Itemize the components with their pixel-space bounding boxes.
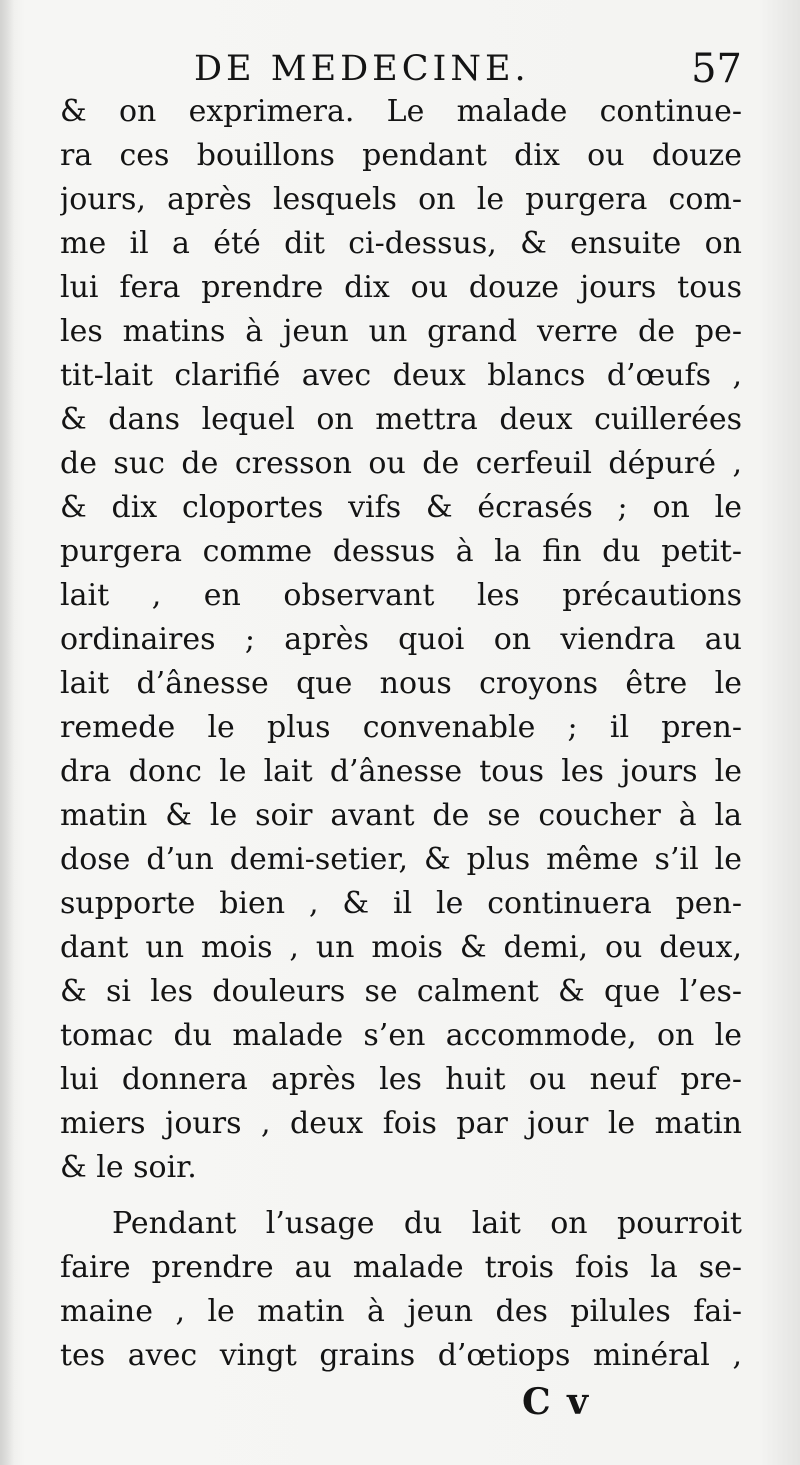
text-line: & le soir. bbox=[60, 1150, 197, 1185]
page-gutter-shadow bbox=[0, 0, 14, 1465]
text-line: lait d’ânesse que nous croyons être le bbox=[60, 666, 742, 701]
text-line: & dans lequel on mettra deux cuillerées bbox=[60, 402, 742, 437]
page-number: 57 bbox=[691, 46, 742, 92]
text-line: & on exprimera. Le malade continue- bbox=[60, 94, 742, 129]
text-line: lui fera prendre dix ou douze jours tous bbox=[60, 270, 742, 305]
text-line: & si les douleurs se calment & que l’es- bbox=[60, 974, 742, 1009]
paragraph-1 bbox=[60, 90, 742, 1190]
text-line: tomac du malade s’en accommode, on le bbox=[60, 1018, 742, 1053]
text-line: maine , le matin à jeun des pilules fai- bbox=[60, 1294, 742, 1329]
text-line: & dix cloportes vifs & écrasés ; on le bbox=[60, 490, 742, 525]
text-line: lui donnera après les huit ou neuf pre- bbox=[60, 1062, 742, 1097]
text-line: de suc de cresson ou de cerfeuil dépuré , bbox=[60, 446, 742, 481]
text-line: tes avec vingt grains d’œtiops minéral , bbox=[60, 1338, 742, 1373]
text-line: ordinaires ; après quoi on viendra au bbox=[60, 622, 742, 657]
running-head: DE MEDECINE. bbox=[194, 49, 530, 89]
text-line: matin & le soir avant de se coucher à la bbox=[60, 798, 742, 833]
text-line: lait , en observant les précautions bbox=[60, 578, 742, 613]
text-line: remede le plus convenable ; il pren- bbox=[60, 710, 742, 745]
text-line: dose d’un demi-setier, & plus même s’il le bbox=[60, 842, 742, 877]
paragraph-gap bbox=[60, 1190, 742, 1202]
text-line: jours, après lesquels on le purgera com- bbox=[60, 182, 742, 217]
text-line: faire prendre au malade trois fois la se- bbox=[60, 1250, 742, 1285]
text-line: Pendant l’usage du lait on pourroit bbox=[112, 1206, 742, 1241]
text-line: les matins à jeun un grand verre de pe- bbox=[60, 314, 742, 349]
body-text bbox=[60, 90, 742, 1378]
text-line: miers jours , deux fois par jour le matin bbox=[60, 1106, 742, 1141]
text-line: me il a été dit ci-dessus, & ensuite on bbox=[60, 226, 742, 261]
text-line: supporte bien , & il le continuera pen- bbox=[60, 886, 742, 921]
text-line: tit-lait clarifié avec deux blancs d’œufs , bbox=[60, 358, 742, 393]
text-line: dra donc le lait d’ânesse tous les jours le bbox=[60, 754, 742, 789]
text-line: purgera comme dessus à la fin du petit- bbox=[60, 534, 742, 569]
text-line: ra ces bouillons pendant dix ou douze bbox=[60, 138, 742, 173]
text-line: dant un mois , un mois & demi, ou deux, bbox=[60, 930, 742, 965]
paragraph-2 bbox=[60, 1202, 742, 1378]
signature-mark: C v bbox=[522, 1381, 591, 1423]
page-header bbox=[60, 44, 742, 94]
